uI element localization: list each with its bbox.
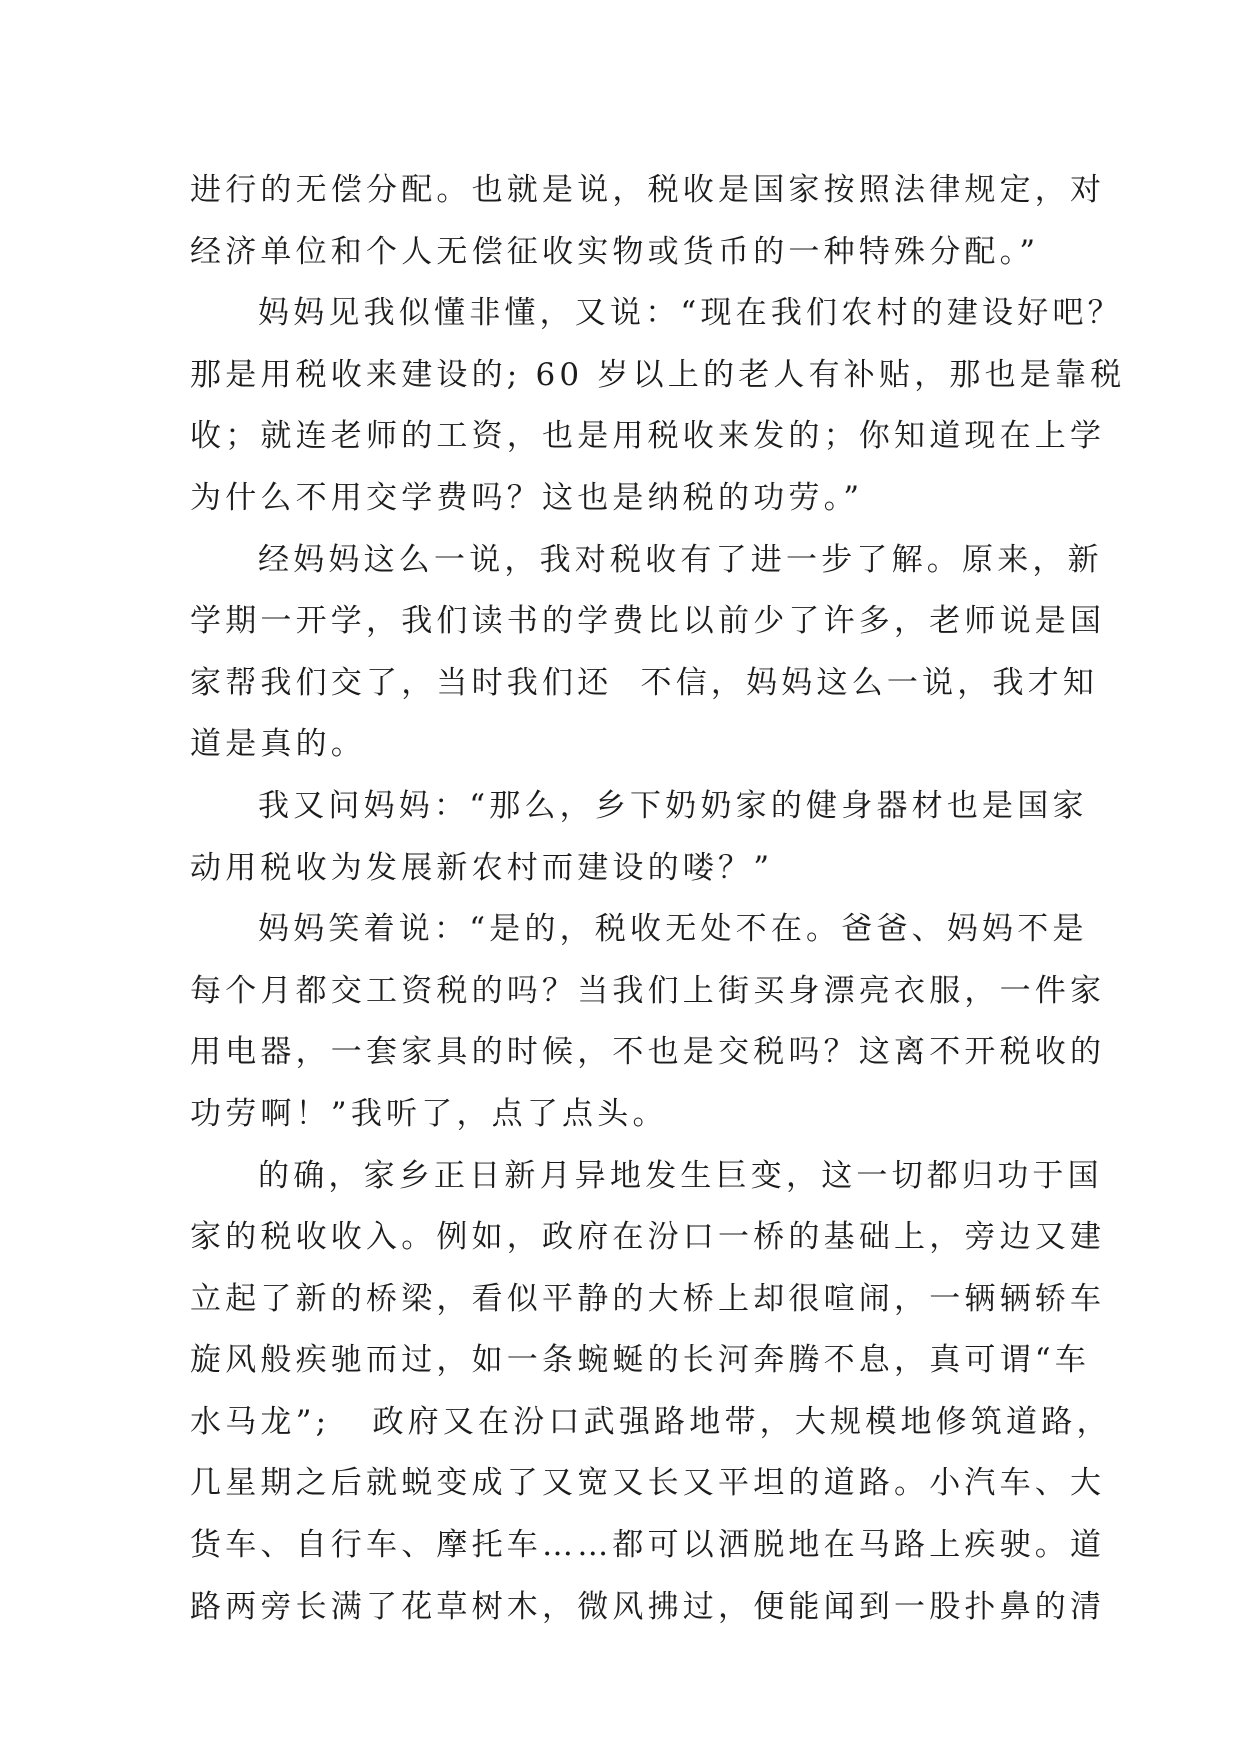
text-line: 为什么不用交学费吗？这也是纳税的功劳。”: [190, 479, 864, 516]
paragraph-first-line: 妈妈见我似懂非懂，又说：“现在我们农村的建设好吧？: [258, 295, 1123, 332]
text-line: 货车、自行车、摩托车……都可以洒脱地在马路上疾驶。道: [190, 1527, 1106, 1564]
paragraph-first-line: 的确，家乡正日新月异地发生巨变，这一切都归功于国: [258, 1157, 1103, 1194]
text-line: 旋风般疾驰而过，如一条蜿蜒的长河奔腾不息，真可谓“车: [190, 1342, 1091, 1379]
paragraph-first-line: 我又问妈妈：“那么，乡下奶奶家的健身器材也是国家: [258, 787, 1088, 824]
text-line: 动用税收为发展新农村而建设的喽？”: [190, 849, 774, 886]
text-line: 经济单位和个人无偿征收实物或货币的一种特殊分配。”: [190, 233, 1040, 270]
text-line: 用电器，一套家具的时候，不也是交税吗？这离不开税收的: [190, 1034, 1106, 1071]
text-line: 进行的无偿分配。也就是说，税收是国家按照法律规定，对: [190, 172, 1106, 208]
text-line: 学期一开学，我们读书的学费比以前少了许多，老师说是国: [190, 603, 1106, 640]
text-line: 道是真的。: [190, 726, 366, 763]
text-line: 水马龙”; 政府又在汾口武强路地带，大规模地修筑道路，: [190, 1403, 1112, 1440]
text-line: 收；就连老师的工资，也是用税收来发的；你知道现在上学: [190, 418, 1106, 455]
text-line: 路两旁长满了花草树木，微风拂过，便能闻到一股扑鼻的清: [190, 1588, 1106, 1625]
paragraph-first-line: 妈妈笑着说：“是的，税收无处不在。爸爸、妈妈不是: [258, 911, 1088, 948]
text-line: 几星期之后就蜕变成了又宽又长又平坦的道路。小汽车、大: [190, 1465, 1106, 1502]
text-line: 那是用税收来建设的; 60 岁以上的老人有补贴，那也是靠税: [190, 356, 1126, 393]
body-text: [190, 160, 1126, 1638]
text-line: 每个月都交工资税的吗？当我们上街买身漂亮衣服，一件家: [190, 972, 1106, 1009]
text-line: 家帮我们交了，当时我们还 不信，妈妈这么一说，我才知: [190, 664, 1099, 701]
text-line: 家的税收收入。例如，政府在汾口一桥的基础上，旁边又建: [190, 1219, 1106, 1256]
text-line: 立起了新的桥梁，看似平静的大桥上却很喧闹，一辆辆轿车: [190, 1280, 1106, 1317]
paragraph-first-line: 经妈妈这么一说，我对税收有了进一步了解。原来，新: [258, 541, 1103, 578]
text-line: 功劳啊！”我听了，点了点头。: [190, 1095, 668, 1132]
